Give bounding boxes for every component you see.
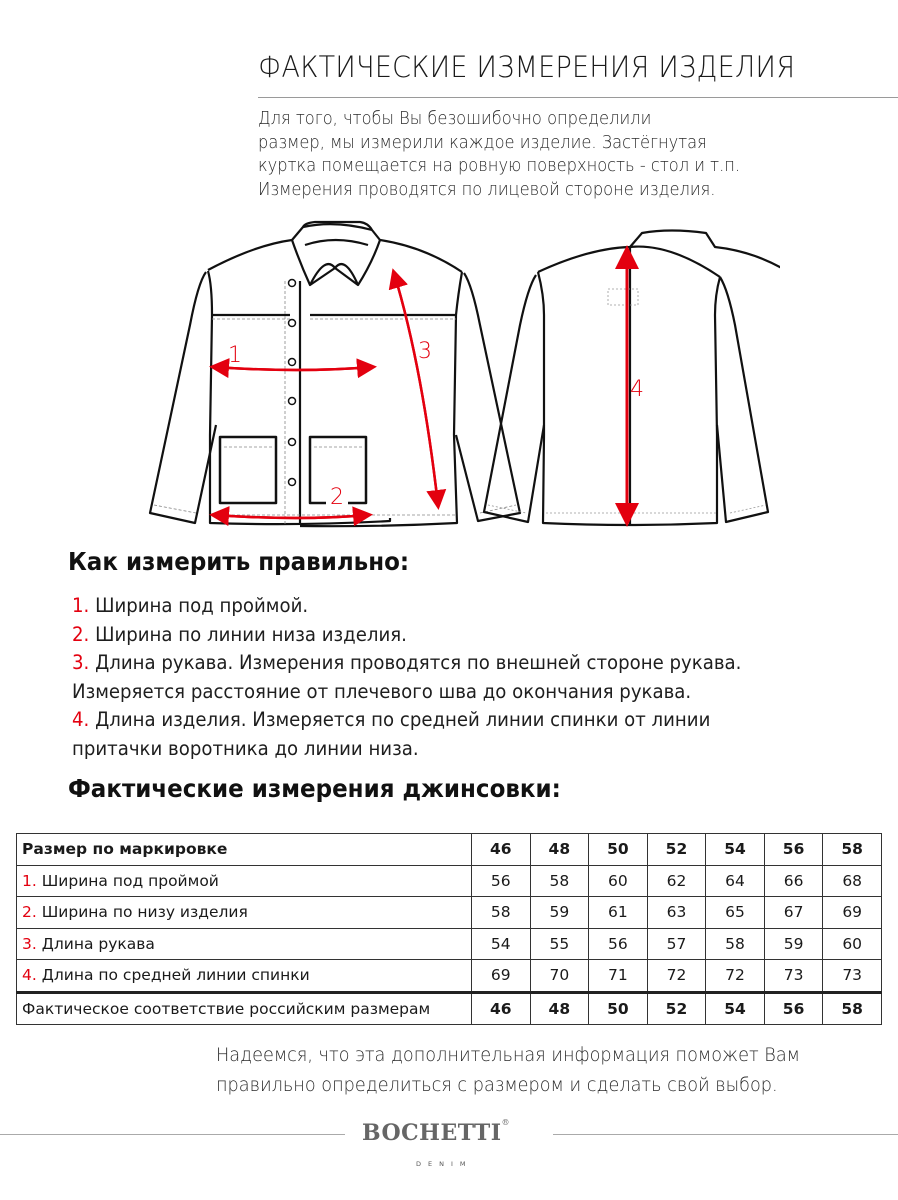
measure-label-3: 3 [418, 339, 432, 364]
table-cell: 63 [647, 897, 706, 929]
measure-label-2: 2 [330, 485, 344, 510]
table-row [17, 928, 882, 960]
table-cell: 54 [706, 834, 765, 866]
table-row [17, 960, 882, 993]
table-cell: 48 [530, 992, 589, 1025]
table-cell: 4. Длина по средней линии спинки [17, 960, 472, 993]
table-cell: 1. Ширина под проймой [17, 865, 472, 897]
measure-label-1: 1 [228, 343, 242, 368]
table-cell: 65 [706, 897, 765, 929]
table-cell: 61 [589, 897, 648, 929]
table-cell: 69 [823, 897, 882, 929]
table-cell: 59 [764, 928, 823, 960]
title-divider [258, 97, 898, 98]
table-cell: 2. Ширина по низу изделия [17, 897, 472, 929]
brand-logo: BOCHETTI® [362, 1118, 510, 1146]
intro-line: Для того, чтобы Вы безошибочно определили [258, 109, 652, 129]
table-cell: 72 [647, 960, 706, 993]
table-cell: 60 [589, 865, 648, 897]
table-cell: 58 [530, 865, 589, 897]
table-cell: 59 [530, 897, 589, 929]
table-cell: 58 [706, 928, 765, 960]
closing-line: Надеемся, что эта дополнительная информация поможет Вам [216, 1044, 801, 1066]
table-cell: 60 [823, 928, 882, 960]
table-row [17, 897, 882, 929]
table-cell: 67 [764, 897, 823, 929]
step-item: 2. Ширина по линии низа изделия. [72, 622, 407, 646]
table-cell: 64 [706, 865, 765, 897]
intro-line: куртка помещается на ровную поверхность - стол и т.п. [258, 156, 741, 176]
table-cell: 58 [472, 897, 531, 929]
table-cell: 58 [823, 992, 882, 1025]
logo-divider-right [553, 1134, 898, 1135]
jacket-front-back-icon [140, 215, 780, 535]
registered-mark-icon: ® [501, 1118, 510, 1127]
table-cell: 71 [589, 960, 648, 993]
step-item: 1. Ширина под проймой. [72, 594, 309, 617]
table-heading: Фактические измерения джинсовки: [68, 774, 561, 803]
page-title: ФАКТИЧЕСКИЕ ИЗМЕРЕНИЯ ИЗДЕЛИЯ [258, 50, 796, 84]
intro-line: размер, мы измерили каждое изделие. Застёгнутая [258, 132, 707, 153]
table-cell: 70 [530, 960, 589, 993]
table-cell: 56 [764, 992, 823, 1025]
table-cell: Фактическое соответствие российским размерам [17, 992, 472, 1025]
measurement-diagram [140, 215, 780, 539]
table-cell: 54 [472, 928, 531, 960]
closing-text [216, 1040, 800, 1100]
table-cell: 72 [706, 960, 765, 993]
table-row [17, 865, 882, 897]
table-cell: 66 [764, 865, 823, 897]
table-cell: 52 [647, 992, 706, 1025]
table-cell: 69 [472, 960, 531, 993]
step-item: Измеряется расстояние от плечевого шва до окончания рукава. [72, 679, 692, 703]
table-cell: Размер по маркировке [17, 834, 472, 866]
table-cell: 73 [764, 960, 823, 993]
table-cell: 68 [823, 865, 882, 897]
logo-divider-left [0, 1134, 345, 1135]
table-cell: 54 [706, 992, 765, 1025]
brand-subtitle: DENIM [416, 1160, 473, 1168]
table-cell: 56 [472, 865, 531, 897]
how-to-steps [72, 592, 741, 764]
table-cell: 57 [647, 928, 706, 960]
step-item: 4. Длина изделия. Измеряется по средней линии спинки от линии [72, 708, 711, 732]
size-table [16, 833, 882, 1025]
how-to-heading: Как измерить правильно: [68, 547, 410, 576]
table-cell: 73 [823, 960, 882, 993]
step-item: 3. Длина рукава. Измерения проводятся по внешней стороне рукава. [72, 651, 742, 675]
table-cell: 3. Длина рукава [17, 928, 472, 960]
table-cell: 50 [589, 834, 648, 866]
intro-line: Измерения проводятся по лицевой стороне изделия. [258, 179, 716, 200]
measure-label-4: 4 [630, 377, 644, 402]
table-footer-row [17, 992, 882, 1025]
table-cell: 46 [472, 992, 531, 1025]
table-cell: 48 [530, 834, 589, 866]
table-cell: 62 [647, 865, 706, 897]
intro-text [258, 108, 844, 202]
table-cell: 50 [589, 992, 648, 1025]
table-cell: 58 [823, 834, 882, 866]
table-cell: 56 [764, 834, 823, 866]
table-cell: 46 [472, 834, 531, 866]
table-header-row [17, 834, 882, 866]
table-cell: 55 [530, 928, 589, 960]
closing-line: правильно определиться с размером и сделать свой выбор. [216, 1074, 778, 1096]
table-cell: 52 [647, 834, 706, 866]
step-item: притачки воротника до линии низа. [72, 736, 419, 760]
table-cell: 56 [589, 928, 648, 960]
